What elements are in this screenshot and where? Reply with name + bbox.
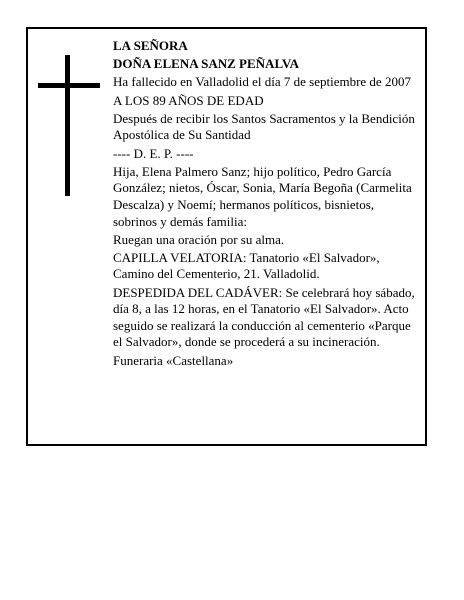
- obituary-text: [113, 38, 419, 371]
- farewell-info: DESPEDIDA DEL CADÁVER: Se celebrará hoy sábado, día 8, a las 12 horas, en el Tanatorio «El Salvador». Acto seguido se realizará la conducción al cementerio «Parque el Salvador», donde se procederá a su incineración.: [113, 284, 415, 350]
- family-list: Hija, Elena Palmero Sanz; hijo político, Pedro García González; nietos, Óscar, Sonia, María Begoña (Carmelita Descalza) y Noemí; hermanos políticos, bisnietos, sobrinos y demás familia:: [113, 163, 412, 229]
- cross-icon: [38, 55, 100, 196]
- cross-horizontal-bar: [38, 83, 100, 88]
- title-line: LA SEÑORA: [113, 38, 188, 53]
- age-line: A LOS 89 AÑOS DE EDAD: [113, 92, 264, 108]
- sacraments-line: Después de recibir los Santos Sacramentos y la Bendición Apostólica de Su Santidad: [113, 110, 415, 143]
- funeral-home: Funeraria «Castellana»: [113, 352, 234, 368]
- prayer-request: Ruegan una oración por su alma.: [113, 231, 285, 247]
- cross-vertical-bar: [65, 55, 70, 196]
- rip-line: ---- D. E. P. ----: [113, 145, 194, 161]
- deceased-name: DOÑA ELENA SANZ PEÑALVA: [113, 56, 300, 72]
- chapel-info: CAPILLA VELATORIA: Tanatorio «El Salvador», Camino del Cementerio, 21. Valladolid.: [113, 249, 380, 282]
- death-announcement: Ha fallecido en Valladolid el día 7 de septiembre de 2007: [113, 74, 411, 90]
